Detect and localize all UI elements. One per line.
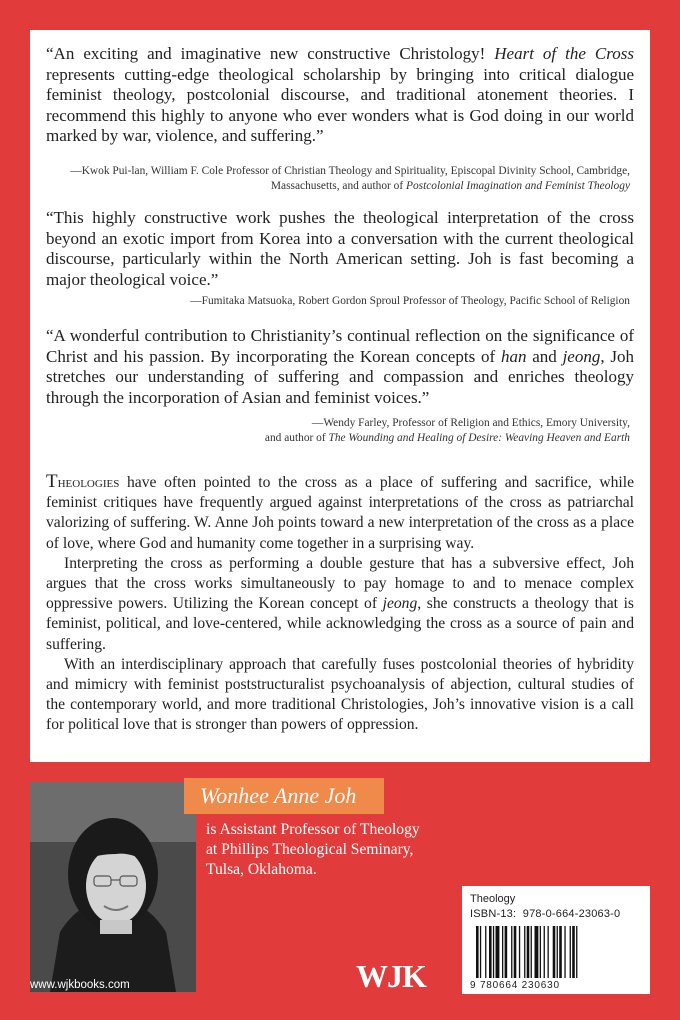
endorsement-attribution-1: —Kwok Pui-lan, William F. Cole Professor of Christian Theology and Spirituality, Episcopal Divinity School, Cambridge, Massachusetts, and author of Postcolonial Imagination and Feminist Theology	[70, 165, 630, 192]
author-bio: is Assistant Professor of Theology at Phillips Theological Seminary, Tulsa, Oklahoma.	[206, 821, 420, 878]
endorsement-quote-2: “This highly constructive work pushes the theological interpretation of the cross beyond an exotic import from Korea into a conversation with the current theological discourse, particularly within the North American setting. Joh is fast becoming a major theological voice.”	[46, 208, 634, 289]
quote-text: “An exciting and imaginative new constructive Christology!	[46, 44, 495, 63]
author-photo	[30, 782, 196, 992]
publisher-website: www.wjkbooks.com	[30, 979, 130, 991]
publisher-logo: WJK	[356, 958, 426, 994]
endorsements-panel	[30, 30, 650, 762]
book-description	[46, 472, 634, 736]
endorsement-quote-3: “A wonderful contribution to Christianity’s continual reflection on the significance of Christ and his passion. By incorporating the Korean concepts of han and jeong, Joh stretches our understanding of suffering and compassion and enriches theology through the incorporation of Asian and feminist voices.”	[46, 326, 634, 407]
endorsement-attribution-3: —Wendy Farley, Professor of Religion and Ethics, Emory University, and author of The Wounding and Healing of Desire: Weaving Heaven and Earth	[264, 417, 630, 444]
endorsement-quote-1	[46, 44, 634, 147]
description-paragraph-2: Interpreting the cross as performing a double gesture that has a subversive effect, Joh argues that the cross works simultaneously to pay homage to and to menace complex oppressive powers. Utilizing the Korean concept of jeong, she constructs a theology that is feminist, political, and love-centered, while acknowledging the cross as a source of pain and suffering.	[46, 554, 634, 653]
barcode-graphic	[476, 926, 642, 980]
book-title: Heart of the Cross	[494, 44, 634, 63]
barcode-digits: 9 780664 230630	[470, 980, 560, 991]
endorsement-attribution-2: —Fumitaka Matsuoka, Robert Gordon Sproul Professor of Theology, Pacific School of Religion	[190, 295, 630, 307]
description-paragraph-3: With an interdisciplinary approach that carefully fuses postcolonial theories of hybridity and mimicry with feminist poststructuralist psychoanalysis of abjection, cultural studies of the contemporary world, and more traditional Christologies, Joh’s innovative vision is a call for political love that is stronger than powers of oppression.	[46, 655, 634, 734]
barcode-label	[462, 886, 650, 994]
description-paragraph-1: Theologies have often pointed to the cross as a place of suffering and sacrifice, while feminist critiques have frequently argued against interpretations of the cross as patriarchal valorizing of suffering. W. Anne Joh points toward a new interpretation of the cross as a place of love, where God and humanity come together in a surprising way.	[46, 471, 634, 552]
category-label: Theology	[470, 893, 516, 905]
isbn-line: ISBN-13: 978-0-664-23063-0	[470, 908, 621, 920]
author-name: Wonhee Anne Joh	[184, 778, 384, 814]
quote-text: represents cutting-edge theological scholarship by bringing into critical dialogue feminist theology, postcolonial discourse, and traditional atonement theories. I recommend this highly to anyone who ever wonders what is God doing in our world marked by war, violence, and suffering.”	[46, 64, 634, 145]
